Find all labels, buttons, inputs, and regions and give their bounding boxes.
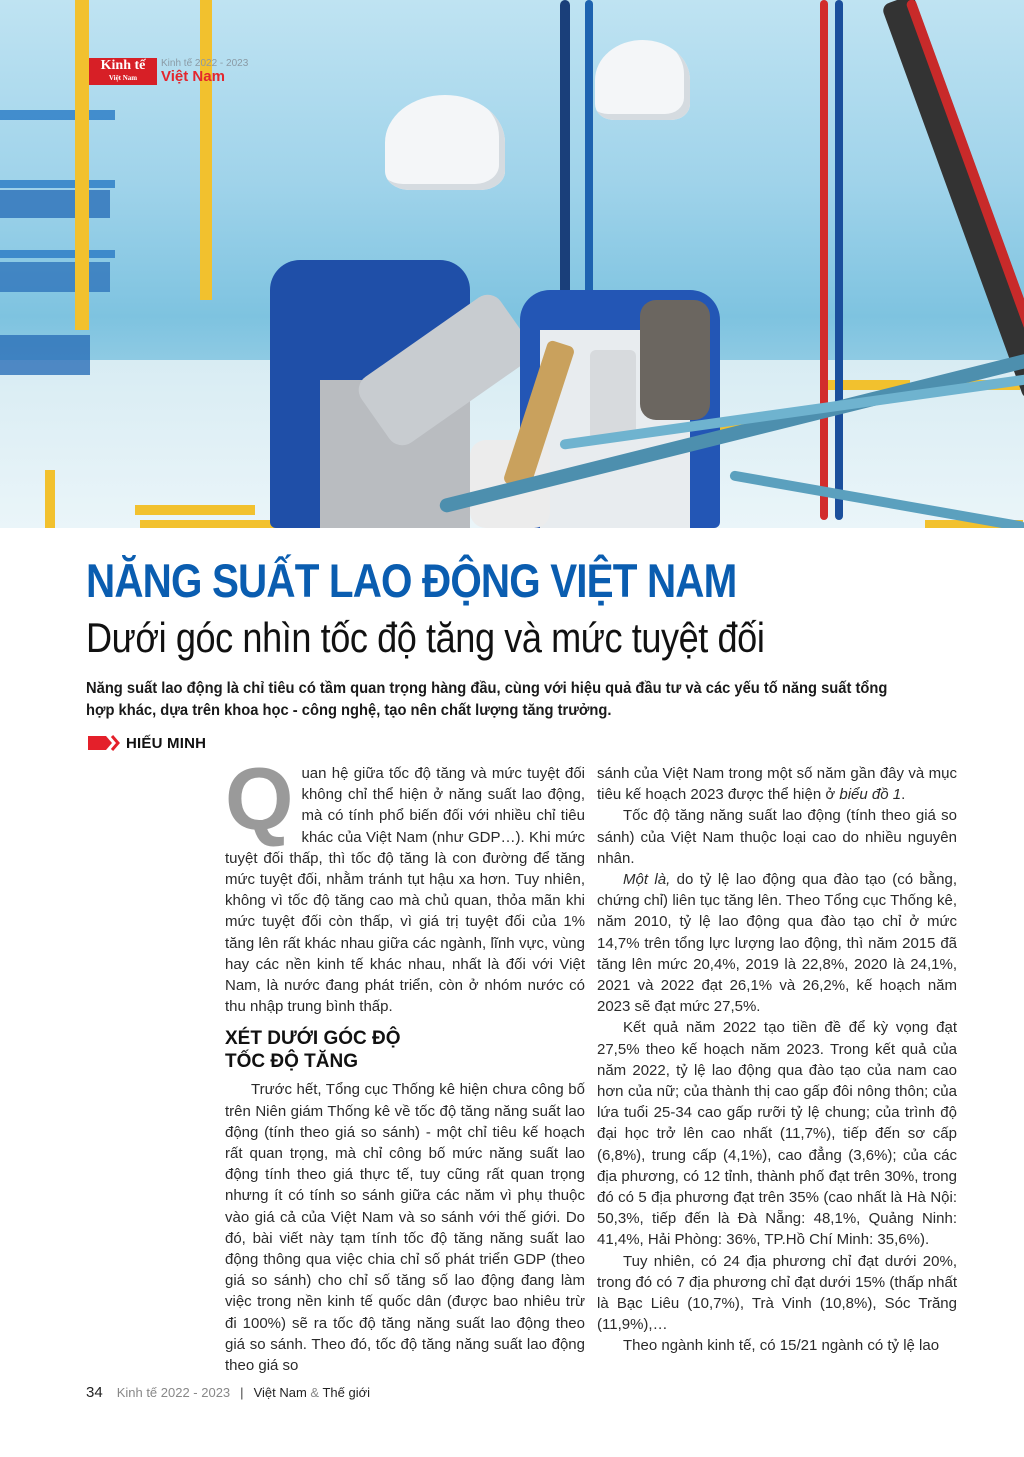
article-subtitle: Dưới góc nhìn tốc độ tăng và mức tuyệt đối bbox=[86, 614, 765, 661]
paragraph-end: . bbox=[901, 786, 906, 804]
hero-photo bbox=[0, 0, 1024, 528]
page-footer bbox=[86, 1384, 370, 1401]
drop-cap: Q bbox=[225, 749, 294, 848]
paragraph-continuation bbox=[597, 763, 957, 805]
logo-line2: Việt Nam bbox=[108, 74, 138, 82]
masthead-logo bbox=[89, 58, 157, 85]
chart-reference-link: biểu đồ 1 bbox=[839, 786, 902, 804]
edition-label: Kinh tế 2022 - 2023 bbox=[161, 58, 249, 69]
section-heading-line2: TỐC ĐỘ TĂNG bbox=[225, 1051, 358, 1073]
page-number: 34 bbox=[86, 1384, 103, 1401]
article-lead: Năng suất lao động là chỉ tiêu có tầm quan trọng hàng đầu, cùng với hiệu quả đầu tư và các yếu tố năng suất tổng hợp khác, dựa trên khoa học - công nghệ, tạo nên chất lượng tăng trưởng. bbox=[86, 680, 888, 719]
publication-ampersand: & bbox=[310, 1385, 320, 1400]
red-chevron-arrow-icon bbox=[88, 734, 120, 752]
author-name: HIẾU MINH bbox=[126, 734, 207, 752]
section-heading bbox=[225, 1027, 585, 1073]
paragraph bbox=[597, 869, 957, 1017]
edition-country: Việt Nam bbox=[161, 68, 225, 85]
section-heading-line1: XÉT DƯỚI GÓC ĐỘ bbox=[225, 1028, 401, 1050]
article-title: NĂNG SUẤT LAO ĐỘNG VIỆT NAM bbox=[86, 554, 737, 607]
magazine-name: Kinh tế 2022 - 2023 bbox=[116, 1385, 231, 1400]
footer-separator: | bbox=[240, 1385, 244, 1400]
section-body: Trước hết, Tổng cục Thống kê hiện chưa công bố trên Niên giám Thống kê về tốc độ tăng năng suất lao động (tính theo giá so sánh) - một chỉ tiêu kế hoạch rất quan trọng, mà chỉ công bố mức năng suất lao động tính theo giá thực tế, tuy cũng rất quan trọng nhưng ít có tính so sánh giữa các năm vì phụ thuộc vào giá cả của Việt Nam và so sánh với thế giới. Do đó, bài viết này tạm tính tốc độ tăng năng suất lao động thông qua việc chia chỉ số phát triển GDP (theo giá so sánh) cho chỉ số tăng số lao động đang làm việc trong nền kinh tế quốc dân (được bao nhiêu trừ đi 100%) sẽ ra tốc độ tăng năng suất lao động theo giá so sánh. Theo đó, tốc độ tăng năng suất lao động theo giá so bbox=[225, 1081, 585, 1375]
intro-paragraph bbox=[225, 749, 585, 1017]
logo-line1: Kinh tế bbox=[100, 58, 146, 73]
helmet-right bbox=[595, 40, 690, 120]
intro-text: uan hệ giữa tốc độ tăng và mức tuyệt đối không chỉ thể hiện ở năng suất lao động, mà có tính phổ biến đối với nhiều chỉ tiêu khác của Việt Nam (như GDP…). Khi mức tuyệt đối thấp, thì tốc độ tăng là con đường để tăng mức tuyệt đối, nhằm tránh tụt hậu xa hơn. Tuy nhiên, không vì tốc độ tăng cao mà chủ quan, thỏa mãn khi mức tuyệt đối còn thấp, vì giá trị tuyệt đối của 1% tăng lên rất khác nhau giữa các ngành, lĩnh vực, vùng hay các nền kinh tế khác nhau, nhất là đối với Việt Nam, là nước đang phát triển, còn ở nhóm nước có thu nhập trung bình thấp. bbox=[225, 765, 585, 1016]
publication-part-b: Thế giới bbox=[322, 1385, 371, 1400]
paragraph: Tuy nhiên, có 24 địa phương chỉ đạt dưới 20%, trong đó có 7 địa phương chỉ đạt dưới 15% (thấp nhất là Bạc Liêu (10,7%), Trà Vinh (10,8%), Sóc Trăng (11,9%),… bbox=[597, 1252, 957, 1334]
paragraph-lead-italic: Một là, bbox=[623, 871, 671, 889]
helmet-left bbox=[385, 95, 505, 190]
article-column-right bbox=[597, 763, 957, 1357]
publication-part-a: Việt Nam bbox=[253, 1385, 307, 1400]
paragraph: Kết quả năm 2022 tạo tiền đề để kỳ vọng đạt 27,5% theo kế hoạch năm 2023. Trong kết quả của năm 2022, tỷ lệ lao động qua đào tạo của nam cao hơn của nữ; của thành thị cao gấp đôi nông thôn; của lứa tuổi 25-34 cao gấp rưỡi tỷ lệ chung; của trình độ đại học trở lên cao nhất (11,7%), tiếp đến sơ cấp (6,8%), trung cấp (4,1%), cao đẳng (3,6%); của các địa phương, có 12 tỉnh, thành phố đạt trên 30%, trong đó có 5 địa phương đạt trên 35% (cao nhất là Hà Nội: 50,3%, tiếp đến là Đà Nẵng: 48,1%, Quảng Ninh: 41,4%, Hải Phòng: 36%, TP.Hồ Chí Minh: 35,6%). bbox=[597, 1019, 957, 1249]
publication-name bbox=[254, 1385, 370, 1400]
paragraph-text: sánh của Việt Nam trong một số năm gần đây và mục tiêu kế hoạch 2023 được thể hiện ở bbox=[597, 765, 957, 804]
paragraph: Tốc độ tăng năng suất lao động (tính theo giá so sánh) của Việt Nam thuộc loại cao do nhiều nguyên nhân. bbox=[597, 807, 957, 867]
author-byline bbox=[88, 734, 206, 752]
paragraph: Theo ngành kinh tế, có 15/21 ngành có tỷ lệ lao bbox=[623, 1337, 940, 1355]
paragraph-text: do tỷ lệ lao động qua đào tạo (có bằng, chứng chỉ) liên tục tăng lên. Theo Tổng cục Thống kê, năm 2010, tỷ lệ lao động qua đào tạo chỉ ở mức 14,7% trên tổng lực lượng lao động, thì năm 2015 đã tăng lên mức 20,4%, 2019 là 22,8%, 2020 là 24,1%, 2021 và 2022 đạt 26,1% và 26,2%, kế hoạch năm 2023 sẽ đạt mức 27,5%. bbox=[597, 871, 958, 1016]
article-column-left bbox=[225, 749, 585, 1376]
